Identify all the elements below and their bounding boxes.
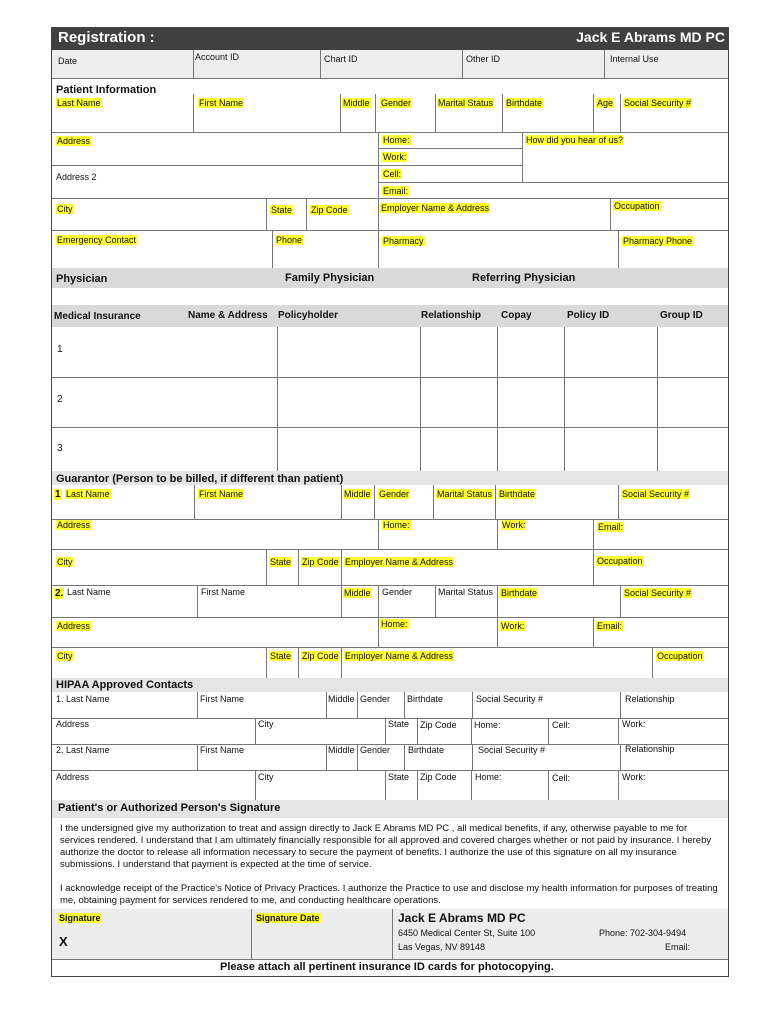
- insurance-header: [52, 305, 728, 327]
- patient-state[interactable]: State: [271, 205, 293, 215]
- c1-first-name[interactable]: First Name: [200, 694, 245, 704]
- patient-middle[interactable]: Middle: [343, 98, 370, 108]
- patient-address[interactable]: Address: [57, 136, 91, 146]
- g2-last-name[interactable]: Last Name: [67, 587, 111, 597]
- patient-cell-phone[interactable]: Cell:: [383, 169, 402, 179]
- family-physician-field[interactable]: Family Physician: [285, 272, 375, 284]
- g1-marital-status[interactable]: Marital Status: [437, 489, 493, 499]
- g1-email[interactable]: Email:: [598, 522, 624, 532]
- c2-address[interactable]: Address: [56, 772, 90, 782]
- c1-ssn[interactable]: Social Security #: [476, 694, 544, 704]
- practice-name-header: Jack E Abrams MD PC: [576, 29, 725, 45]
- patient-info-title: Patient Information: [56, 84, 157, 96]
- c1-state[interactable]: State: [388, 719, 410, 729]
- g2-work[interactable]: Work:: [501, 621, 525, 631]
- patient-email[interactable]: Email:: [383, 186, 409, 196]
- registration-form: [51, 27, 729, 977]
- emergency-contact[interactable]: Emergency Contact: [57, 235, 137, 245]
- patient-age[interactable]: Age: [597, 98, 614, 108]
- g2-birthdate[interactable]: Birthdate: [501, 588, 538, 598]
- g1-city[interactable]: City: [57, 557, 73, 567]
- practice-phone: Phone: 702-304-9494: [599, 928, 687, 938]
- footer-note: Please attach all pertinent insurance ID cards for photocopying.: [220, 961, 554, 973]
- g1-first-name[interactable]: First Name: [199, 489, 244, 499]
- g2-employer[interactable]: Employer Name & Address: [345, 651, 454, 661]
- patient-first-name[interactable]: First Name: [199, 98, 244, 108]
- form-title: Registration :: [58, 29, 155, 46]
- insurance-row-1[interactable]: 1: [57, 344, 63, 355]
- ins-header-policyholder: Policyholder: [278, 310, 339, 321]
- g1-gender[interactable]: Gender: [379, 489, 410, 499]
- signature-title: Patient's or Authorized Person's Signature: [58, 802, 281, 814]
- c1-relationship[interactable]: Relationship: [625, 694, 675, 704]
- g1-birthdate[interactable]: Birthdate: [499, 489, 536, 499]
- g1-occupation[interactable]: Occupation: [597, 556, 643, 566]
- g2-marital-status[interactable]: Marital Status: [438, 587, 494, 597]
- c1-address[interactable]: Address: [56, 719, 90, 729]
- form-header: [52, 28, 728, 50]
- patient-gender[interactable]: Gender: [381, 98, 412, 108]
- g1-work[interactable]: Work:: [502, 520, 526, 530]
- patient-occupation[interactable]: Occupation: [614, 201, 660, 211]
- patient-city[interactable]: City: [57, 204, 73, 214]
- guarantor-1-number: 1: [55, 489, 61, 500]
- practice-email: Email:: [665, 942, 691, 952]
- patient-pharmacy[interactable]: Pharmacy: [383, 236, 424, 246]
- c2-middle[interactable]: Middle: [328, 745, 355, 755]
- g2-email[interactable]: Email:: [597, 621, 623, 631]
- practice-address-2: Las Vegas, NV 89148: [398, 942, 486, 952]
- g1-state[interactable]: State: [270, 557, 292, 567]
- c2-last-name[interactable]: 2. Last Name: [56, 745, 110, 755]
- g2-ssn[interactable]: Social Security #: [624, 588, 692, 598]
- patient-birthdate[interactable]: Birthdate: [506, 98, 543, 108]
- ins-header-copay: Copay: [501, 310, 532, 321]
- patient-ssn[interactable]: Social Security #: [624, 98, 692, 108]
- ins-header-relationship: Relationship: [421, 310, 482, 321]
- ins-header-policy-id: Policy ID: [567, 310, 610, 321]
- c1-gender[interactable]: Gender: [360, 694, 391, 704]
- g2-occupation[interactable]: Occupation: [657, 651, 703, 661]
- c1-zip[interactable]: Zip Code: [420, 720, 457, 730]
- c2-cell[interactable]: Cell:: [552, 773, 571, 783]
- how-heard-field[interactable]: How did you hear of us?: [526, 135, 624, 145]
- date-field[interactable]: Date: [58, 56, 78, 66]
- g2-zip[interactable]: Zip Code: [302, 651, 339, 661]
- c2-gender[interactable]: Gender: [360, 745, 391, 755]
- ins-header-group-id: Group ID: [660, 310, 703, 321]
- hipaa-title: HIPAA Approved Contacts: [56, 679, 194, 691]
- referring-physician-field[interactable]: Referring Physician: [472, 272, 576, 284]
- c2-home[interactable]: Home:: [475, 772, 502, 782]
- c2-birthdate[interactable]: Birthdate: [408, 745, 445, 755]
- g1-employer[interactable]: Employer Name & Address: [345, 557, 454, 567]
- insurance-row-2[interactable]: 2: [57, 394, 63, 405]
- patient-last-name[interactable]: Last Name: [57, 98, 101, 108]
- g1-home[interactable]: Home:: [383, 520, 410, 530]
- g2-city[interactable]: City: [57, 651, 73, 661]
- guarantor-title: Guarantor (Person to be billed, if different than patient): [56, 473, 344, 485]
- practice-address-1: 6450 Medical Center St, Suite 100: [398, 928, 536, 938]
- internal-use-field[interactable]: Internal Use: [610, 54, 659, 64]
- guarantor-2-number: 2.: [55, 588, 64, 599]
- account-id-field[interactable]: Account ID: [195, 52, 240, 62]
- g2-first-name[interactable]: First Name: [201, 587, 246, 597]
- ins-header-name-address: Name & Address: [188, 310, 268, 321]
- signature-field[interactable]: X: [59, 934, 68, 949]
- c2-zip[interactable]: Zip Code: [420, 772, 457, 782]
- patient-home-phone[interactable]: Home:: [383, 135, 410, 145]
- emergency-phone[interactable]: Phone: [276, 235, 303, 245]
- insurance-row-3[interactable]: 3: [57, 443, 63, 454]
- patient-work-phone[interactable]: Work:: [383, 152, 407, 162]
- pharmacy-phone[interactable]: Pharmacy Phone: [623, 236, 693, 246]
- privacy-paragraph: I acknowledge receipt of the Practice's Notice of Privacy Practices. I authorize the Practice to use and disclose my health information for purposes of treating me, obtaining payment for services rendered to me, and conducting healthcare operations.: [60, 883, 718, 906]
- physician-row: [52, 268, 728, 288]
- g2-home[interactable]: Home:: [381, 619, 408, 629]
- g1-last-name[interactable]: Last Name: [66, 489, 110, 499]
- chart-id-field[interactable]: Chart ID: [324, 54, 358, 64]
- c2-state[interactable]: State: [388, 772, 410, 782]
- g2-address[interactable]: Address: [57, 621, 91, 631]
- practice-name-footer: Jack E Abrams MD PC: [398, 911, 526, 925]
- other-id-field[interactable]: Other ID: [466, 54, 501, 64]
- c1-middle[interactable]: Middle: [328, 694, 355, 704]
- g1-address[interactable]: Address: [57, 520, 91, 530]
- c1-city[interactable]: City: [258, 719, 274, 729]
- g2-gender[interactable]: Gender: [382, 587, 413, 597]
- patient-employer[interactable]: Employer Name & Address: [381, 203, 490, 213]
- ins-header-medical: Medical Insurance: [54, 311, 141, 322]
- g2-state[interactable]: State: [270, 651, 292, 661]
- g1-zip[interactable]: Zip Code: [302, 557, 339, 567]
- c2-first-name[interactable]: First Name: [200, 745, 245, 755]
- c1-cell[interactable]: Cell:: [552, 720, 571, 730]
- patient-zip[interactable]: Zip Code: [311, 205, 348, 215]
- c1-birthdate[interactable]: Birthdate: [407, 694, 444, 704]
- c2-relationship[interactable]: Relationship: [625, 744, 675, 754]
- c2-ssn[interactable]: Social Security #: [478, 745, 546, 755]
- c1-work[interactable]: Work:: [622, 719, 646, 729]
- signature-label: Signature: [59, 913, 101, 923]
- patient-marital-status[interactable]: Marital Status: [438, 98, 494, 108]
- patient-address-2[interactable]: Address 2: [56, 172, 97, 182]
- c1-home[interactable]: Home:: [474, 720, 501, 730]
- g2-middle[interactable]: Middle: [344, 588, 371, 598]
- c2-city[interactable]: City: [258, 772, 274, 782]
- g1-middle[interactable]: Middle: [344, 489, 371, 499]
- c2-work[interactable]: Work:: [622, 772, 646, 782]
- g1-ssn[interactable]: Social Security #: [622, 489, 690, 499]
- signature-date-label: Signature Date: [256, 913, 320, 923]
- authorization-paragraph: I the undersigned give my authorization to treat and assign directly to Jack E Abrams MD PC , all medical benefits, if any, otherwise payable to me for services rendered. I understand that I am ultimately financially responsible for all approved and covered charges whether or not paid by insurance. I hereby authorize the doctor to release all information necessary to secure the payment of benefits. I authorize the use of this signature on all my insurance submissions. I understand that payment is expected at the time of service.: [60, 823, 712, 870]
- physician-field[interactable]: Physician: [56, 273, 108, 285]
- c1-last-name[interactable]: 1. Last Name: [56, 694, 110, 704]
